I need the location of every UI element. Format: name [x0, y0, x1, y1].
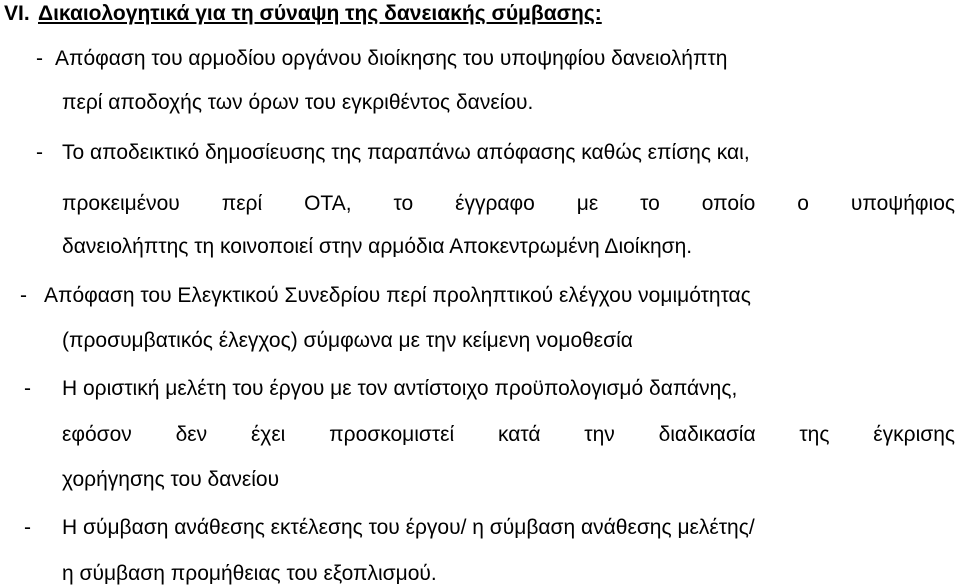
- list-dash: -: [24, 516, 31, 539]
- list-dash: -: [36, 141, 43, 164]
- list-dash: -: [24, 377, 31, 400]
- list-item-text-line: χορήγησης του δανείου: [62, 468, 280, 491]
- list-item-text-line: Απόφαση του αρμοδίου οργάνου διοίκησης του υποψηφίου δανειολήπτη: [55, 47, 728, 70]
- list-item-text-line: Το αποδεικτικό δημοσίευσης της παραπάνω απόφασης καθώς επίσης και,: [62, 141, 750, 164]
- list-item-text-line: η σύμβαση προμήθειας του εξοπλισμού.: [62, 562, 437, 585]
- list-item-text-line: δανειολήπτης τη κοινοποιεί στην αρμόδια Αποκεντρωμένη Διοίκηση.: [62, 235, 693, 258]
- list-item-text-line: Η σύμβαση ανάθεσης εκτέλεσης του έργου/ η σύμβαση ανάθεσης μελέτης/: [62, 516, 755, 539]
- list-item-text-line: Η οριστική μελέτη του έργου με τον αντίστοιχο προϋπολογισμό δαπάνης,: [62, 377, 738, 400]
- list-item-text-line: προκειμένου περί ΟΤΑ, το έγγραφο με το οποίο ο υποψήφιος: [62, 192, 955, 215]
- list-dash: -: [36, 47, 43, 70]
- list-item-text-line: εφόσον δεν έχει προσκομιστεί κατά την διαδικασία της έγκρισης: [62, 423, 955, 446]
- section-title: Δικαιολογητικά για τη σύναψη της δανειακής σύμβασης:: [38, 2, 602, 25]
- section-number: VI.: [4, 2, 30, 25]
- list-item-text-line: περί αποδοχής των όρων του εγκριθέντος δανείου.: [62, 91, 534, 114]
- list-dash: -: [20, 284, 27, 307]
- list-item-text-line: (προσυμβατικός έλεγχος) σύμφωνα με την κείμενη νομοθεσία: [62, 329, 633, 352]
- list-item-text: [55, 47, 955, 71]
- list-item-text-line: Απόφαση του Ελεγκτικού Συνεδρίου περί προληπτικού ελέγχου νομιμότητας: [44, 284, 751, 307]
